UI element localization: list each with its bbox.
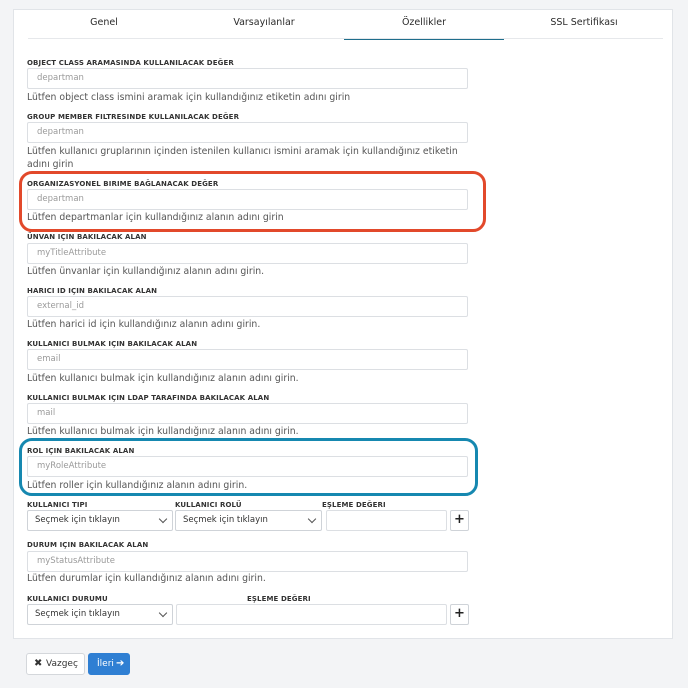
status-attribute-input[interactable]: myStatusAttribute	[27, 551, 468, 572]
tab-defaults[interactable]: Varsayılanlar	[233, 17, 295, 28]
object-class-label: OBJECT CLASS ARAMASINDA KULLANILACAK DEĞER	[27, 59, 234, 67]
next-button-label: İleri	[97, 659, 114, 669]
user-role-value: Seçmek için tıklayın	[183, 515, 268, 525]
user-type-value: Seçmek için tıklayın	[35, 515, 120, 525]
user-status-label: KULLANICI DURUMU	[27, 595, 108, 603]
close-icon: ✖	[34, 658, 43, 669]
title-attribute-help: Lütfen ünvanlar için kullandığınız alanın adını girin.	[27, 266, 265, 277]
add-mapping-button-1[interactable]: +	[450, 510, 469, 531]
cancel-button[interactable]	[26, 653, 85, 675]
external-id-help: Lütfen harici id için kullandığınız alanın adını girin.	[27, 319, 261, 330]
match-value-label-2: EŞLEME DEĞERI	[247, 595, 311, 603]
group-member-input[interactable]: departman	[27, 122, 468, 143]
chevron-down-icon	[159, 515, 167, 523]
title-attribute-label: ÜNVAN IÇIN BAKILACAK ALAN	[27, 233, 147, 241]
user-find-ldap-label: KULLANICI BULMAK IÇIN LDAP TARAFINDA BAKILACAK ALAN	[27, 394, 270, 402]
role-attribute-help: Lütfen roller için kullandığınız alanın adını girin.	[27, 480, 248, 491]
org-unit-input[interactable]: departman	[27, 189, 468, 210]
user-find-input[interactable]: email	[27, 349, 468, 370]
user-find-ldap-help: Lütfen kullanıcı bulmak için kullandığınız alanın adını girin.	[27, 426, 299, 437]
user-role-select[interactable]	[175, 510, 322, 531]
user-find-ldap-input[interactable]: mail	[27, 403, 468, 424]
group-member-label: GROUP MEMBER FILTRESINDE KULLANILACAK DEĞER	[27, 113, 240, 121]
status-attribute-help: Lütfen durumlar için kullandığınız alanın adını girin.	[27, 573, 266, 584]
tab-general[interactable]: Genel	[90, 17, 118, 28]
add-mapping-button-2[interactable]: +	[450, 604, 469, 625]
chevron-down-icon	[308, 515, 316, 523]
cancel-button-label: Vazgeç	[46, 659, 78, 669]
chevron-down-icon	[159, 609, 167, 617]
user-find-help: Lütfen kullanıcı bulmak için kullandığınız alanın adını girin.	[27, 373, 299, 384]
object-class-input[interactable]: departman	[27, 68, 468, 89]
user-find-label: KULLANICI BULMAK IÇIN BAKILACAK ALAN	[27, 340, 198, 348]
user-role-label: KULLANICI ROLÜ	[175, 501, 242, 509]
user-status-select[interactable]	[27, 604, 173, 625]
arrow-right-icon: ➔	[116, 658, 125, 669]
status-attribute-label: DURUM IÇIN BAKILACAK ALAN	[27, 541, 149, 549]
tab-properties[interactable]: Özellikler	[344, 10, 504, 40]
user-type-label: KULLANICI TIPI	[27, 501, 88, 509]
external-id-input[interactable]: external_id	[27, 296, 468, 317]
match-value-input-2[interactable]	[176, 604, 447, 625]
role-attribute-label: ROL IÇIN BAKILACAK ALAN	[27, 447, 135, 455]
external-id-label: HARICI ID IÇIN BAKILACAK ALAN	[27, 287, 158, 295]
tab-ssl-certificate[interactable]: SSL Sertifikası	[550, 17, 618, 28]
group-member-help: Lütfen kullanıcı gruplarının içinden istenilen kullanıcı ismini aramak için kullandığınız etiketin adını girin	[27, 146, 458, 170]
title-attribute-input[interactable]: myTitleAttribute	[27, 243, 468, 264]
org-unit-label: ORGANIZASYONEL BIRIME BAĞLANACAK DEĞER	[27, 180, 219, 188]
next-button[interactable]	[88, 653, 130, 675]
match-value-label-1: EŞLEME DEĞERI	[322, 501, 386, 509]
role-attribute-input[interactable]: myRoleAttribute	[27, 456, 468, 477]
user-type-select[interactable]	[27, 510, 173, 531]
user-status-value: Seçmek için tıklayın	[35, 609, 120, 619]
object-class-help: Lütfen object class ismini aramak için kullandığınız etiketin adını girin	[27, 92, 351, 103]
match-value-input-1[interactable]	[326, 510, 447, 531]
org-unit-help: Lütfen departmanlar için kullandığınız alanın adını girin	[27, 212, 284, 223]
